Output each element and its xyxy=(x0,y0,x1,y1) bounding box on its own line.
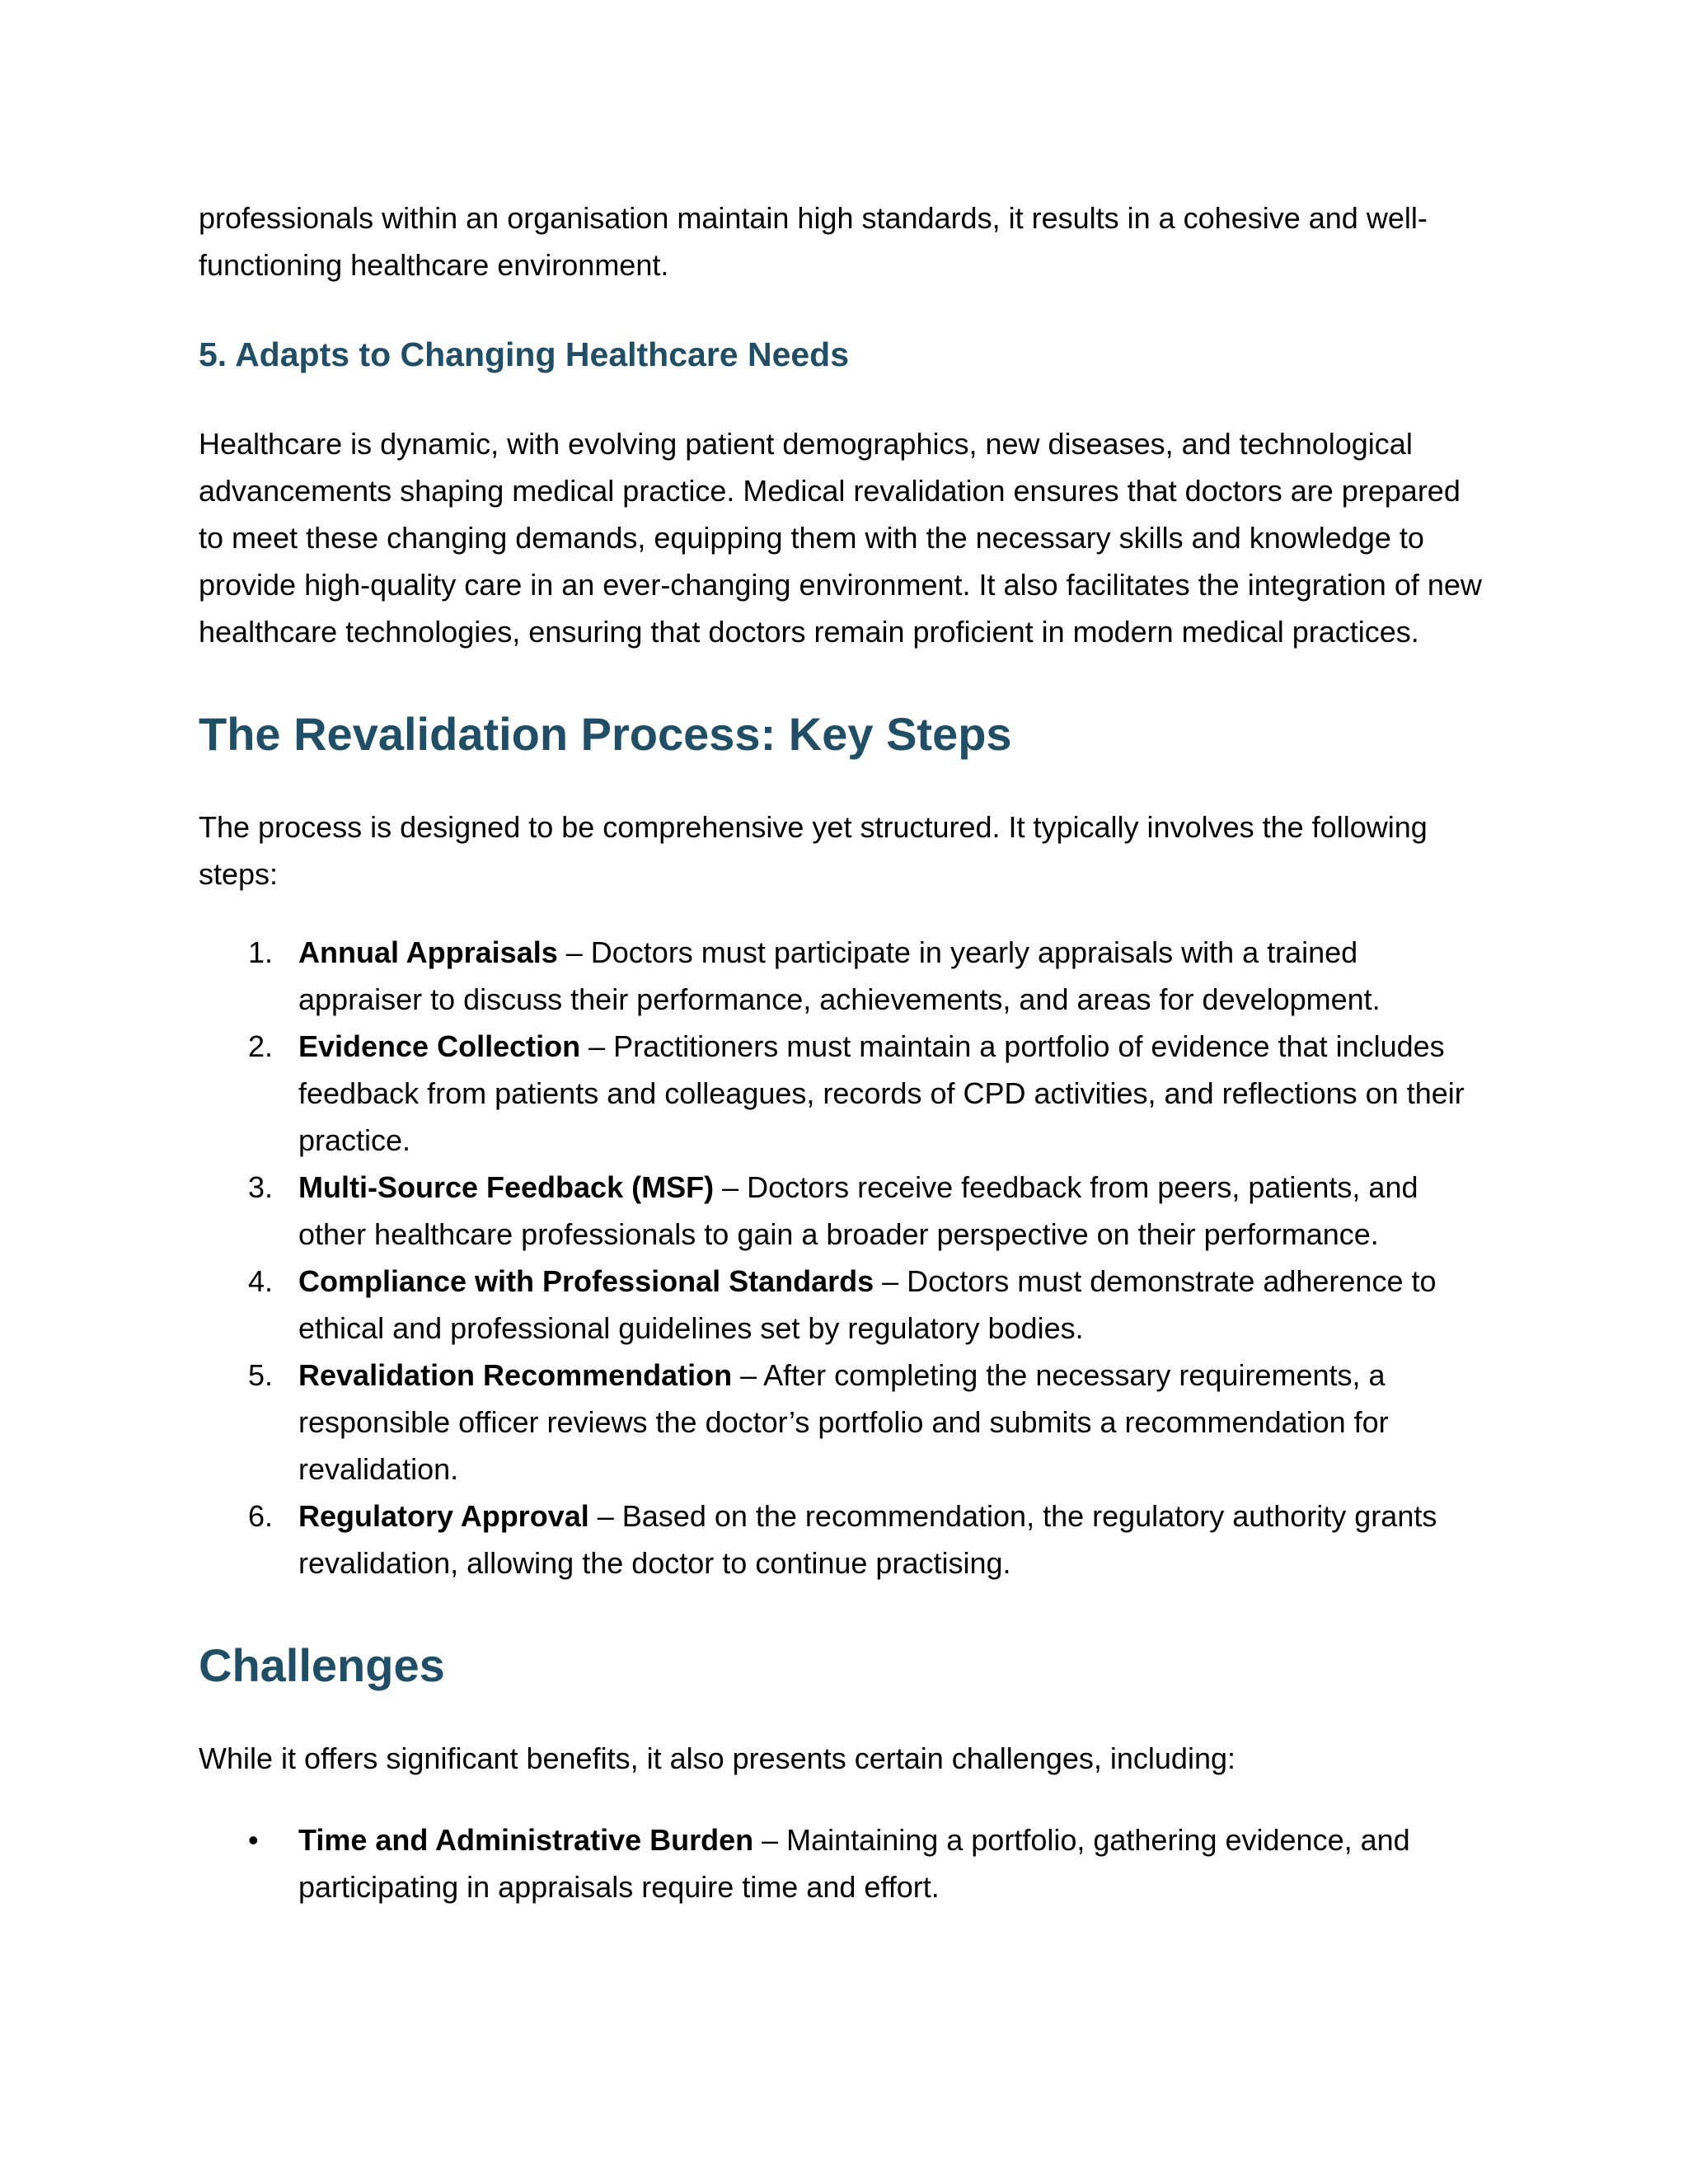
step-term: Regulatory Approval xyxy=(298,1499,589,1533)
list-item xyxy=(199,1493,1484,1586)
process-intro-paragraph: The process is designed to be comprehensive yet structured. It typically involves the following steps: xyxy=(199,810,1428,891)
step-text: – Practitioners must maintain a portfolio of evidence that includes feedback from patients and colleagues, records of CPD activities, and reflections on their practice. xyxy=(298,1029,1465,1157)
list-number: 3. xyxy=(248,1170,274,1204)
step-text: – Based on the recommendation, the regulatory authority grants revalidation, allowing the doctor to continue practising. xyxy=(298,1499,1437,1580)
step-text: – Doctors must demonstrate adherence to ethical and professional guidelines set by regulatory bodies. xyxy=(298,1264,1437,1345)
step-term: Evidence Collection xyxy=(298,1029,581,1063)
challenge-term: Time and Administrative Burden xyxy=(298,1823,754,1857)
list-item xyxy=(199,929,1484,1023)
list-number: 2. xyxy=(248,1029,274,1063)
process-heading: The Revalidation Process: Key Steps xyxy=(199,708,1012,760)
intro-continuation-paragraph: professionals within an organisation maintain high standards, it results in a cohesive and well-functioning healthcare environment. xyxy=(199,201,1428,282)
section-5-heading: 5. Adapts to Changing Healthcare Needs xyxy=(199,335,850,373)
step-term: Multi-Source Feedback (MSF) xyxy=(298,1170,715,1204)
list-item xyxy=(199,1164,1484,1258)
document-content xyxy=(199,194,1484,1910)
step-text: – Doctors must participate in yearly appraisals with a trained appraiser to discuss their performance, achievements, and areas for development. xyxy=(298,935,1381,1016)
challenges-intro-paragraph: While it offers significant benefits, it also presents certain challenges, including: xyxy=(199,1741,1236,1775)
list-item xyxy=(199,1023,1484,1164)
list-number: 4. xyxy=(248,1264,274,1298)
list-item xyxy=(199,1352,1484,1493)
list-number: 5. xyxy=(248,1358,274,1392)
step-term: Compliance with Professional Standards xyxy=(298,1264,874,1298)
step-text: – Doctors receive feedback from peers, patients, and other healthcare professionals to gain a broader perspective on their performance. xyxy=(298,1170,1418,1251)
step-term: Revalidation Recommendation xyxy=(298,1358,733,1392)
list-item xyxy=(199,1258,1484,1352)
section-5-paragraph: Healthcare is dynamic, with evolving patient demographics, new diseases, and technological advancements shaping medical practice. Medical revalidation ensures that doctors are prepared to meet these changing demands, equipping them with the necessary skills and knowledge to provide high-quality care in an ever-changing environment. It also facilitates the integration of new healthcare technologies, ensuring that doctors remain proficient in modern medical practices. xyxy=(199,427,1482,649)
step-text: – After completing the necessary requirements, a responsible officer reviews the doctor’s portfolio and submits a recommendation for revalidation. xyxy=(298,1358,1389,1486)
challenge-text: – Maintaining a portfolio, gathering evidence, and participating in appraisals require time and effort. xyxy=(298,1823,1410,1904)
list-number: 1. xyxy=(248,935,274,969)
challenges-list xyxy=(199,1816,1484,1910)
challenges-heading: Challenges xyxy=(199,1639,445,1691)
process-steps-list xyxy=(199,929,1484,1586)
list-number: 6. xyxy=(248,1499,274,1533)
step-term: Annual Appraisals xyxy=(298,935,558,969)
bullet-icon: • xyxy=(248,1823,259,1857)
list-item xyxy=(199,1816,1484,1910)
